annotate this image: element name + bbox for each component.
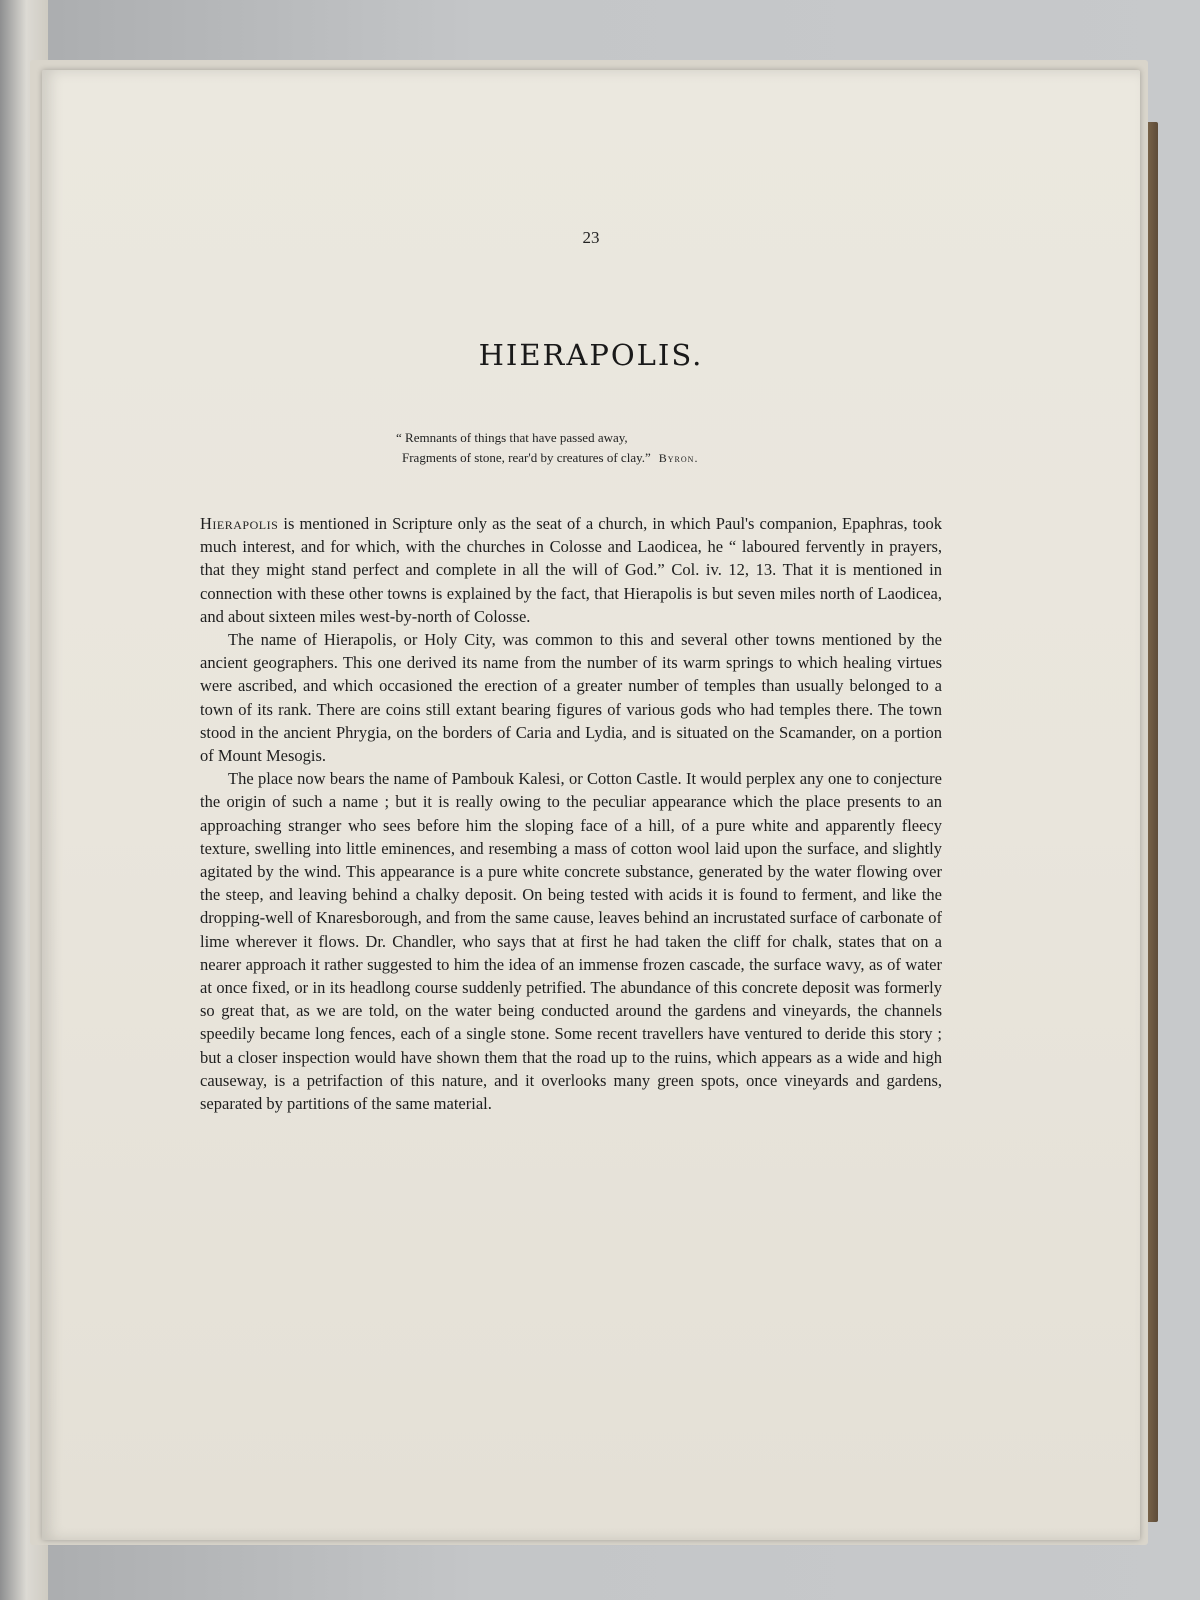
paragraph-3: The place now bears the name of Pambouk Kalesi, or Cotton Castle. It would perplex any one to conjecture the origin of such a name ; but it is really owing to the peculiar appearance which the place presents to an approaching stranger who sees before him the sloping face of a hill, of a pure white and apparently fleecy texture, swelling into little eminences, and resembing a mass of cotton wool laid upon the surface, and slightly agitated by the wind. This appearance is a pure white concrete substance, generated by the water flowing over the steep, and leaving behind a chalky deposit. On being tested with acids it is found to ferment, and like the dropping-well of Knaresborough, and from the same cause, leaves behind an incrustated surface of carbonate of lime wherever it flows. Dr. Chandler, who says that at first he had taken the cliff for chalk, states that on a nearer approach it rather suggested to him the idea of an immense frozen cascade, the surface wavy, as of water at once fixed, or in its headlong course suddenly petrified. The abundance of this concrete deposit was formerly so great that, as we are told, on the water being conducted around the gardens and vineyards, the channels speedily became long fences, each of a single stone. Some recent travellers have ventured to deride this story ; but a closer inspection would have shown them that the road up to the ruins, which appears as a wide and high causeway, is a petrifaction of this nature, and it overlooks many green spots, once vineyards and gardens, separated by partitions of the same material. [200, 769, 942, 1114]
epigraph-line-2-text: Fragments of stone, rear'd by creatures of clay.” [402, 450, 651, 465]
paragraph-1 [200, 512, 942, 628]
epigraph [394, 428, 814, 468]
paragraph-1-text: is mentioned in Scripture only as the seat of a church, in which Paul's companion, Epaphras, took much interest, and for which, with the churches in Colosse and Laodicea, he “ laboured fervently in prayers, that they might stand perfect and complete in all the will of God.” Col. iv. 12, 13. That it is mentioned in connection with these other towns is explained by the fact, that Hierapolis is but seven miles north of Laodicea, and about sixteen miles west-by-north of Colosse. [200, 514, 942, 626]
paragraph-2: The name of Hierapolis, or Holy City, was common to this and several other towns mentioned by the ancient geographers. This one derived its name from the number of its warm springs to which healing virtues were ascribed, and which occasioned the erection of a greater number of temples than usually belonged to a town of its rank. There are coins still extant bearing figures of various gods who had temples there. The town stood in the ancient Phrygia, on the borders of Caria and Lydia, and is situated on the Scamander, on a portion of Mount Mesogis. [200, 630, 942, 766]
page-title: HIERAPOLIS. [478, 338, 704, 372]
book-page [42, 70, 1140, 1540]
body-text [200, 512, 942, 1115]
epigraph-attribution: Byron. [658, 451, 699, 465]
epigraph-line-2 [394, 448, 814, 468]
page-number: 23 [582, 228, 600, 247]
epigraph-line-1: “ Remnants of things that have passed away, [396, 430, 628, 445]
paragraph-1-lead: Hierapolis [200, 514, 279, 533]
